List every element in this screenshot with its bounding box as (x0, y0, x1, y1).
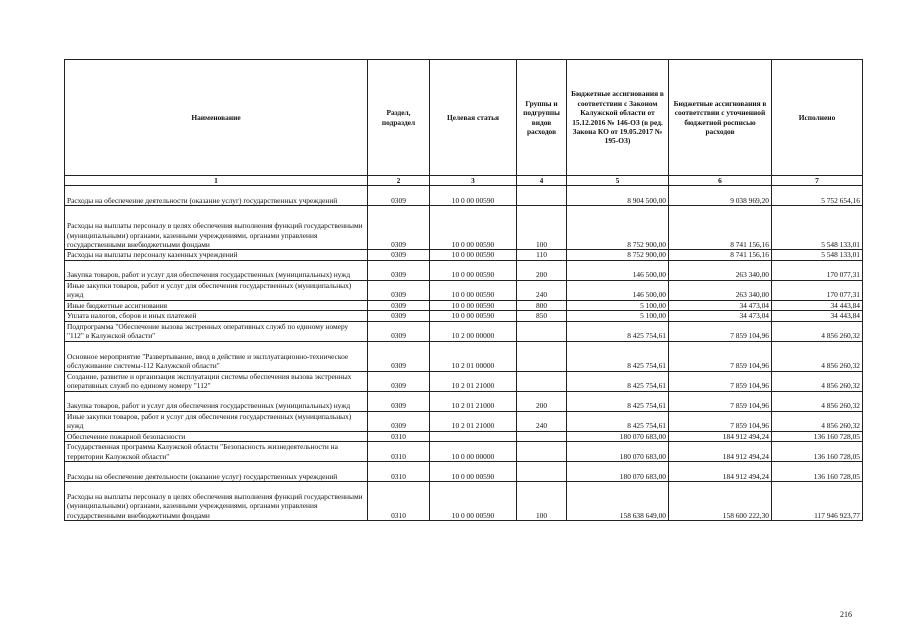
row-law-amount: 8 752 900,00 (567, 206, 669, 250)
row-expense-group: 100 (517, 206, 567, 250)
row-name: Закупка товаров, работ и услуг для обеспечения государственных (муниципальных) нужд (65, 260, 368, 280)
table-row (65, 442, 863, 462)
row-target-article: 10 0 00 00590 (430, 260, 517, 280)
row-law-amount: 146 500,00 (567, 260, 669, 280)
table-row (65, 206, 863, 250)
row-refined-amount: 263 340,00 (669, 280, 772, 300)
row-executed-amount: 4 856 260,32 (772, 411, 863, 431)
row-refined-amount: 158 600 222,30 (669, 482, 772, 521)
row-expense-group: 110 (517, 250, 567, 260)
row-refined-amount: 263 340,00 (669, 260, 772, 280)
row-name: Расходы на выплаты персоналу казенных учреждений (65, 250, 368, 260)
row-section: 0309 (368, 300, 430, 310)
row-target-article: 10 2 01 21000 (430, 391, 517, 411)
column-number: 1 (65, 176, 368, 186)
row-section: 0309 (368, 411, 430, 431)
row-name: Расходы на обеспечение деятельности (оказание услуг) государственных учреждений (65, 186, 368, 206)
row-refined-amount: 34 473,04 (669, 311, 772, 321)
row-refined-amount: 7 859 104,96 (669, 411, 772, 431)
table-row (65, 311, 863, 321)
row-section: 0309 (368, 321, 430, 341)
row-law-amount: 5 100,00 (567, 311, 669, 321)
row-expense-group (517, 442, 567, 462)
table-row (65, 300, 863, 310)
row-executed-amount: 5 752 654,16 (772, 186, 863, 206)
row-section: 0310 (368, 442, 430, 462)
row-section: 0309 (368, 391, 430, 411)
row-law-amount: 8 425 754,61 (567, 391, 669, 411)
row-refined-amount: 8 741 156,16 (669, 206, 772, 250)
row-section: 0309 (368, 280, 430, 300)
row-law-amount: 180 070 683,00 (567, 431, 669, 441)
row-law-amount: 158 638 649,00 (567, 482, 669, 521)
column-number: 5 (567, 176, 669, 186)
row-name: Расходы на обеспечение деятельности (оказание услуг) государственных учреждений (65, 462, 368, 482)
row-refined-amount: 34 473,04 (669, 300, 772, 310)
row-section: 0309 (368, 311, 430, 321)
row-expense-group: 240 (517, 411, 567, 431)
row-refined-amount: 184 912 494,24 (669, 462, 772, 482)
header-target: Целевая статья (430, 60, 517, 176)
row-section: 0309 (368, 371, 430, 391)
table-row (65, 260, 863, 280)
row-name: Иные бюджетные ассигнования (65, 300, 368, 310)
row-expense-group (517, 431, 567, 441)
row-name: Уплата налогов, сборов и иных платежей (65, 311, 368, 321)
row-executed-amount: 4 856 260,32 (772, 321, 863, 341)
row-name: Подпрограмма "Обеспечение вызова экстренных оперативных служб по единому номеру "112" в Калужской области" (65, 321, 368, 341)
row-name: Государственная программа Калужской области "Безопасность жизнедеятельности на территории Калужской области" (65, 442, 368, 462)
row-refined-amount: 184 912 494,24 (669, 442, 772, 462)
header-row (65, 60, 863, 176)
row-executed-amount: 136 160 728,05 (772, 431, 863, 441)
row-expense-group: 800 (517, 300, 567, 310)
column-number: 6 (669, 176, 772, 186)
table-body (65, 186, 863, 521)
header-executed: Исполнено (772, 60, 863, 176)
row-target-article: 10 0 00 00590 (430, 206, 517, 250)
row-name: Обеспечение пожарной безопасности (65, 431, 368, 441)
row-expense-group (517, 341, 567, 371)
row-law-amount: 180 070 683,00 (567, 462, 669, 482)
row-law-amount: 8 752 900,00 (567, 250, 669, 260)
row-expense-group (517, 462, 567, 482)
row-name: Создание, развитие и организация эксплуатации системы обеспечения вызова экстренных оперативных служб по единому номеру "112" (65, 371, 368, 391)
table-row (65, 250, 863, 260)
row-executed-amount: 4 856 260,32 (772, 391, 863, 411)
table-row (65, 280, 863, 300)
row-refined-amount: 7 859 104,96 (669, 341, 772, 371)
row-law-amount: 180 070 683,00 (567, 442, 669, 462)
row-executed-amount: 170 077,31 (772, 260, 863, 280)
column-number: 2 (368, 176, 430, 186)
table-row (65, 186, 863, 206)
table-row (65, 341, 863, 371)
row-refined-amount: 9 038 969,20 (669, 186, 772, 206)
row-expense-group: 850 (517, 311, 567, 321)
row-name: Расходы на выплаты персоналу в целях обеспечения выполнения функций государственными (муниципальными) органами, казенными учреждениями, органами управления государственными внебюджетными фондами (65, 482, 368, 521)
row-refined-amount: 7 859 104,96 (669, 371, 772, 391)
header-section: Раздел, подраздел (368, 60, 430, 176)
row-section: 0309 (368, 206, 430, 250)
row-refined-amount: 8 741 156,16 (669, 250, 772, 260)
column-number: 7 (772, 176, 863, 186)
row-refined-amount: 184 912 494,24 (669, 431, 772, 441)
table-row (65, 482, 863, 521)
row-law-amount: 8 425 754,61 (567, 411, 669, 431)
row-executed-amount: 4 856 260,32 (772, 371, 863, 391)
row-refined-amount: 7 859 104,96 (669, 391, 772, 411)
row-target-article: 10 2 00 00000 (430, 321, 517, 341)
table-row (65, 391, 863, 411)
row-target-article: 10 0 00 00000 (430, 442, 517, 462)
table-row (65, 321, 863, 341)
row-law-amount: 146 500,00 (567, 280, 669, 300)
row-section: 0309 (368, 250, 430, 260)
row-executed-amount: 5 548 133,01 (772, 250, 863, 260)
row-executed-amount: 136 160 728,05 (772, 442, 863, 462)
row-refined-amount: 7 859 104,96 (669, 321, 772, 341)
row-target-article: 10 0 00 00590 (430, 462, 517, 482)
table-row (65, 462, 863, 482)
row-target-article: 10 2 01 00000 (430, 341, 517, 371)
row-expense-group: 200 (517, 391, 567, 411)
row-target-article: 10 0 00 00590 (430, 311, 517, 321)
page-number: 216 (840, 610, 852, 619)
row-executed-amount: 34 443,84 (772, 311, 863, 321)
row-law-amount: 8 425 754,61 (567, 341, 669, 371)
header-refined-allocations: Бюджетные ассигнования в соответствии с уточненной бюджетной росписью расходов (669, 60, 772, 176)
row-target-article: 10 0 00 00590 (430, 280, 517, 300)
row-target-article: 10 2 01 21000 (430, 371, 517, 391)
row-law-amount: 8 425 754,61 (567, 371, 669, 391)
row-target-article: 10 0 00 00590 (430, 482, 517, 521)
row-name: Иные закупки товаров, работ и услуг для обеспечения государственных (муниципальных) нужд (65, 411, 368, 431)
row-name: Расходы на выплаты персоналу в целях обеспечения выполнения функций государственными (муниципальными) органами, казенными учреждениями, органами управления государственными внебюджетными фондами (65, 206, 368, 250)
row-executed-amount: 34 443,84 (772, 300, 863, 310)
row-executed-amount: 5 548 133,01 (772, 206, 863, 250)
table-row (65, 371, 863, 391)
table-row (65, 431, 863, 441)
row-executed-amount: 170 077,31 (772, 280, 863, 300)
row-executed-amount: 4 856 260,32 (772, 341, 863, 371)
row-target-article: 10 0 00 00590 (430, 186, 517, 206)
budget-table (64, 59, 863, 521)
row-section: 0310 (368, 482, 430, 521)
row-target-article: 10 0 00 00590 (430, 300, 517, 310)
row-law-amount: 8 904 500,00 (567, 186, 669, 206)
column-number-row (65, 176, 863, 186)
row-expense-group: 200 (517, 260, 567, 280)
row-section: 0309 (368, 341, 430, 371)
table-row (65, 411, 863, 431)
row-section: 0310 (368, 431, 430, 441)
row-name: Закупка товаров, работ и услуг для обеспечения государственных (муниципальных) нужд (65, 391, 368, 411)
row-executed-amount: 117 946 923,77 (772, 482, 863, 521)
row-expense-group: 100 (517, 482, 567, 521)
row-law-amount: 8 425 754,61 (567, 321, 669, 341)
row-name: Иные закупки товаров, работ и услуг для обеспечения государственных (муниципальных) нужд (65, 280, 368, 300)
row-name: Основное мероприятие "Развертывание, ввод в действие и эксплуатационно-техническое обслуживание системы-112 Калужской области" (65, 341, 368, 371)
header-name: Наименование (65, 60, 368, 176)
column-number: 3 (430, 176, 517, 186)
row-section: 0309 (368, 186, 430, 206)
row-executed-amount: 136 160 728,05 (772, 462, 863, 482)
row-expense-group (517, 371, 567, 391)
row-section: 0309 (368, 260, 430, 280)
row-section: 0310 (368, 462, 430, 482)
row-target-article: 10 0 00 00590 (430, 250, 517, 260)
row-expense-group (517, 321, 567, 341)
row-target-article: 10 2 01 21000 (430, 411, 517, 431)
column-number: 4 (517, 176, 567, 186)
row-target-article (430, 431, 517, 441)
row-expense-group (517, 186, 567, 206)
row-expense-group: 240 (517, 280, 567, 300)
header-groups: Группы и подгруппы видов расходов (517, 60, 567, 176)
row-law-amount: 5 100,00 (567, 300, 669, 310)
header-law-allocations: Бюджетные ассигнования в соответствии с Законом Калужской области от 15.12.2016 № 146-ОЗ (в ред. Закона КО от 19.05.2017 № 195-ОЗ) (567, 60, 669, 176)
